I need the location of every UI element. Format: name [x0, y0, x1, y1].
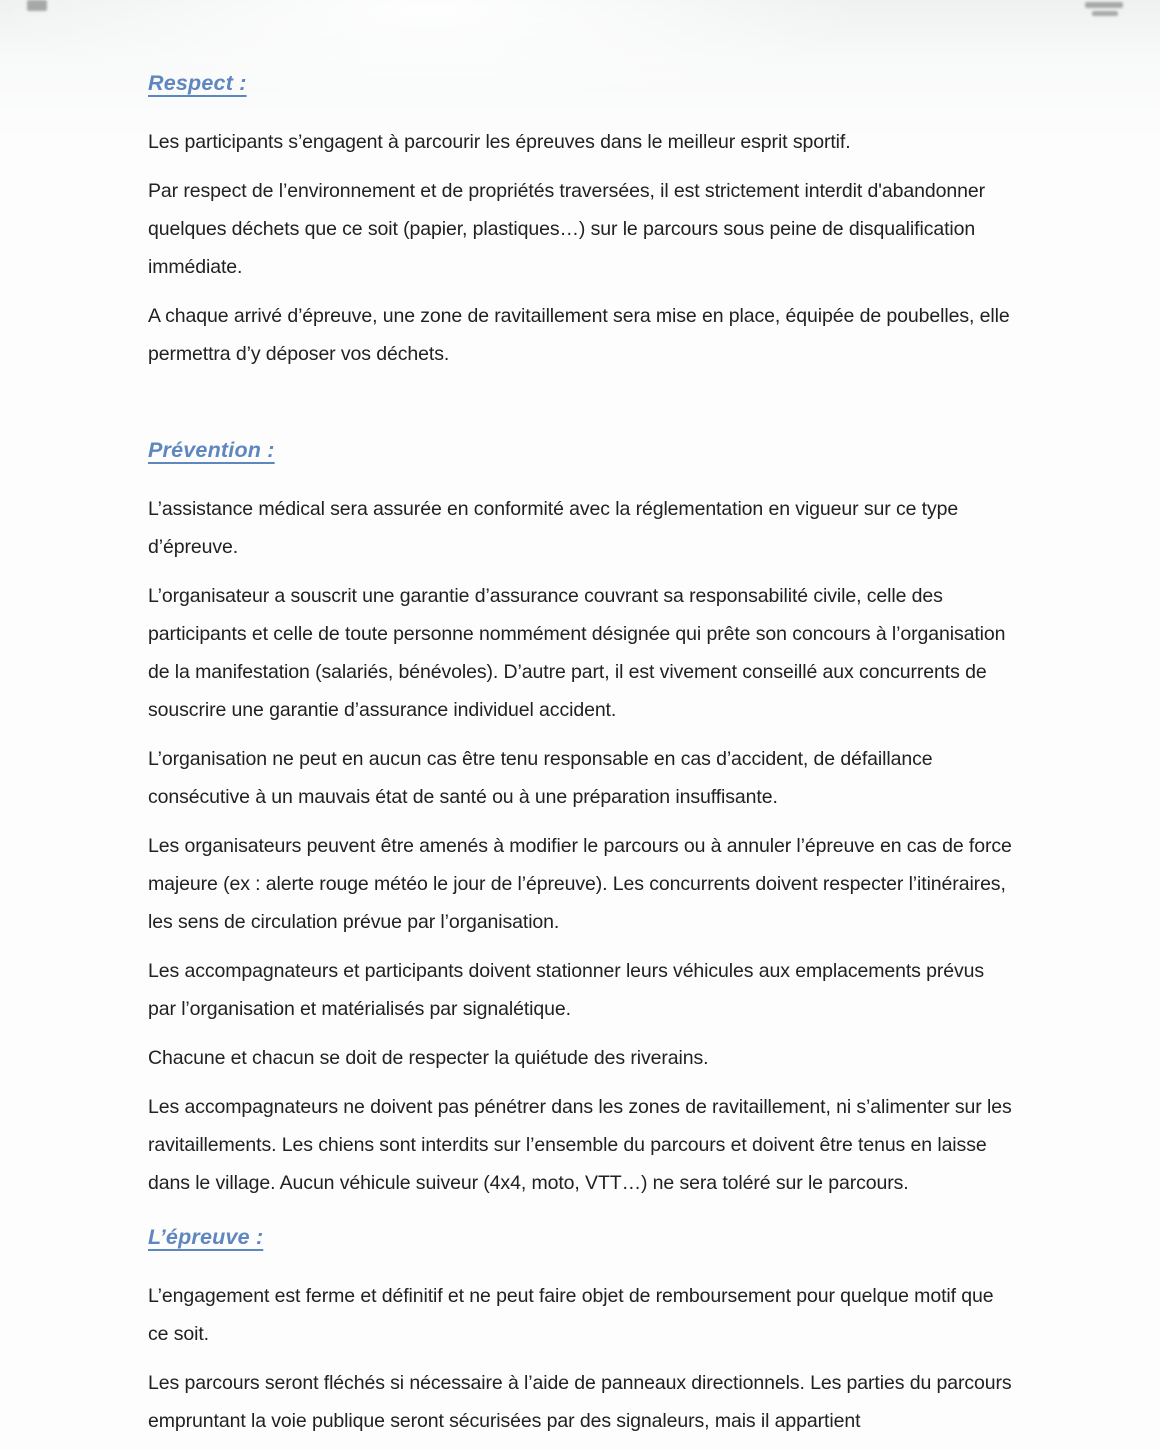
section-prevention	[148, 437, 1015, 1202]
section-heading-epreuve: L’épreuve :	[148, 1224, 264, 1249]
paragraph: L’organisation ne peut en aucun cas être tenu responsable en cas d’accident, de défaillance consécutive à un mauvais état de santé ou à une préparation insuffisante.	[148, 747, 933, 808]
section-respect	[148, 70, 1015, 373]
paragraph: A chaque arrivé d’épreuve, une zone de ravitaillement sera mise en place, équipée de poubelles, elle permettra d’y déposer vos déchets.	[148, 304, 1010, 365]
paragraph: L’engagement est ferme et définitif et ne peut faire objet de remboursement pour quelque motif que ce soit.	[148, 1284, 994, 1345]
paragraph: Les participants s’engagent à parcourir les épreuves dans le meilleur esprit sportif.	[148, 130, 851, 153]
paragraph: Chacune et chacun se doit de respecter la quiétude des riverains.	[148, 1046, 709, 1069]
paragraph: Par respect de l’environnement et de propriétés traversées, il est strictement interdit d'abandonner quelques déchets que ce soit (papier, plastiques…) sur le parcours sous peine de disqualification immédiate.	[148, 179, 986, 278]
paragraph: L’assistance médical sera assurée en conformité avec la réglementation en vigueur sur ce type d’épreuve.	[148, 497, 959, 558]
paragraph: L’organisateur a souscrit une garantie d’assurance couvrant sa responsabilité civile, celle des participants et celle de toute personne nommément désignée qui prête son concours à l’organisation de la manifestation (salariés, bénévoles). D’autre part, il est vivement conseillé aux concurrents de souscrire une garantie d’assurance individuel accident.	[148, 584, 1006, 721]
section-heading-respect: Respect :	[148, 71, 247, 95]
section-epreuve	[148, 1224, 1015, 1440]
section-heading-prevention: Prévention :	[148, 437, 275, 462]
paragraph: Les organisateurs peuvent être amenés à modifier le parcours ou à annuler l’épreuve en cas de force majeure (ex : alerte rouge météo le jour de l’épreuve). Les concurrents doivent respecter l’itinéraires, les sens de circulation prévue par l’organisation.	[148, 834, 1012, 933]
paragraph: Les accompagnateurs ne doivent pas pénétrer dans les zones de ravitaillement, ni s’alimenter sur les ravitaillements. Les chiens sont interdits sur l’ensemble du parcours et doivent être tenus en laisse dans le village. Aucun véhicule suiveur (4x4, moto, VTT…) ne sera toléré sur le parcours.	[148, 1095, 1012, 1194]
paragraph: Les accompagnateurs et participants doivent stationner leurs véhicules aux emplacements prévus par l’organisation et matérialisés par signalétique.	[148, 959, 985, 1020]
paragraph: Les parcours seront fléchés si nécessaire à l’aide de panneaux directionnels. Les parties du parcours empruntant la voie publique seront sécurisées par des signaleurs, mais il appartient	[148, 1371, 1012, 1432]
